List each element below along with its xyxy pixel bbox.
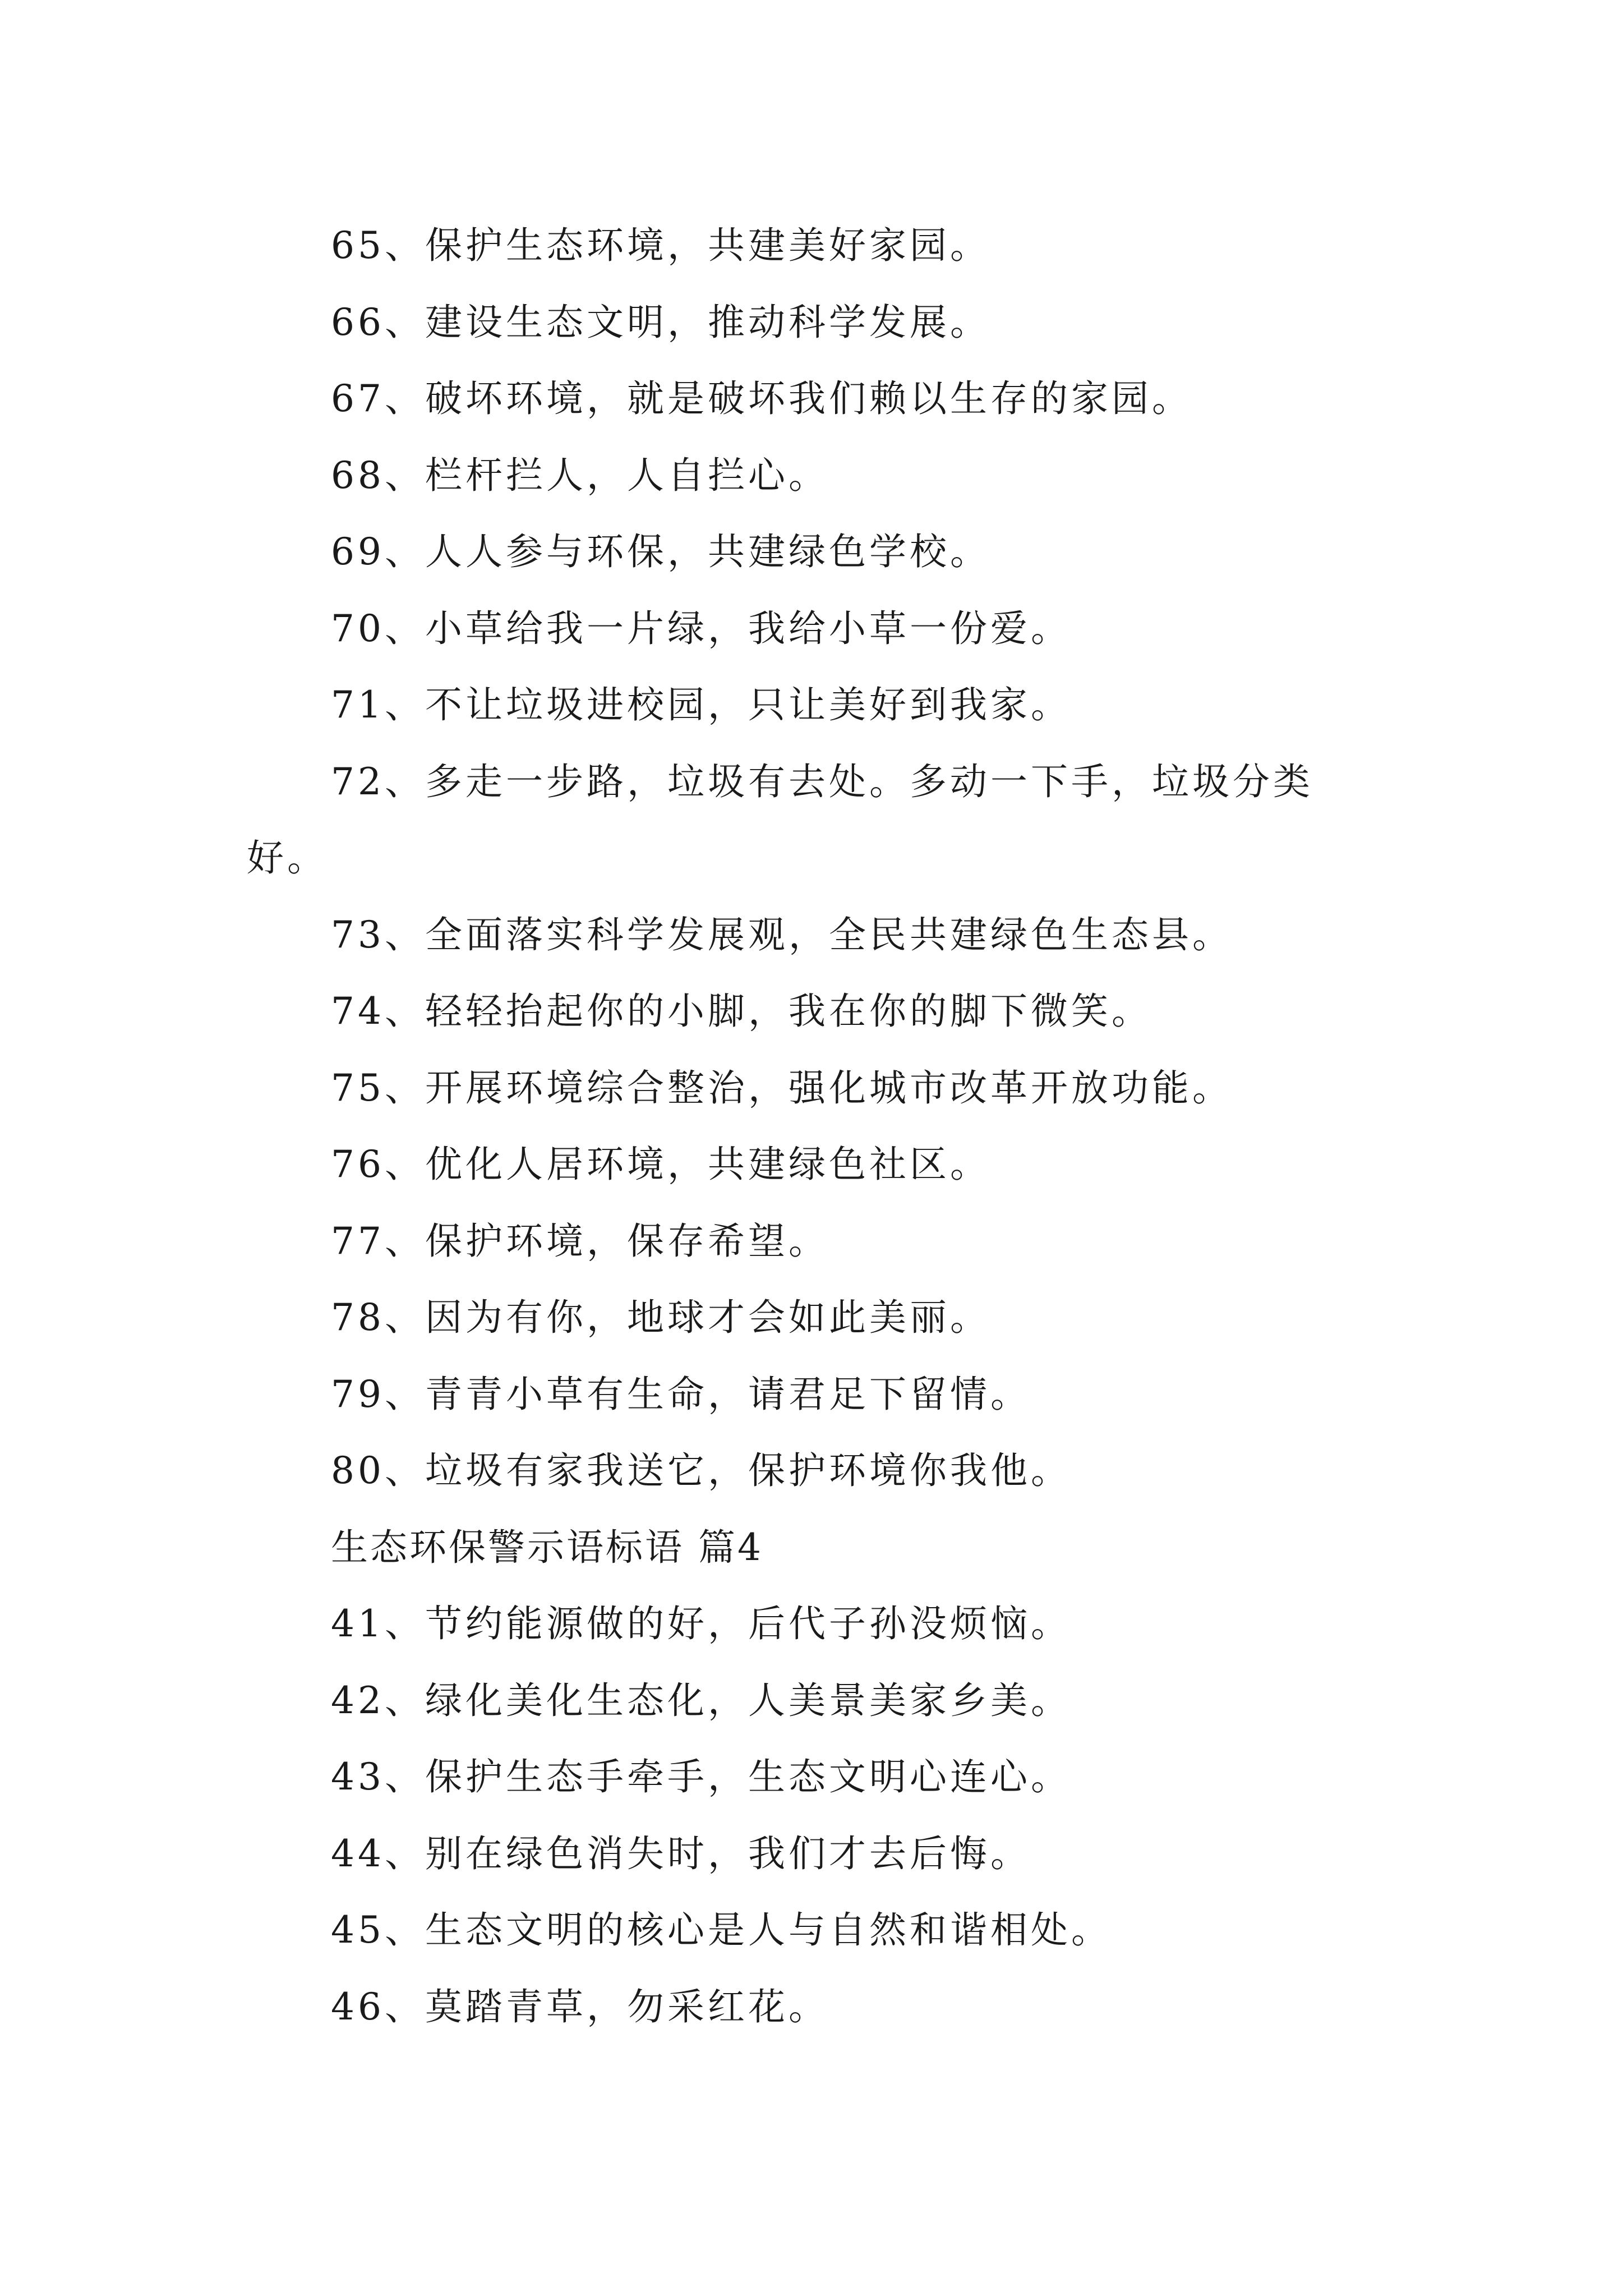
slogan-line-65: 65、保护生态环境，共建美好家园。	[331, 224, 990, 267]
slogan-line-66: 66、建设生态文明，推动科学发展。	[331, 300, 990, 344]
slogan-line-78: 78、因为有你，地球才会如此美丽。	[331, 1296, 990, 1339]
slogan-line-41: 41、节约能源做的好，后代子孙没烦恼。	[331, 1602, 1071, 1645]
slogan-line-72-continuation: 好。	[247, 836, 328, 880]
slogan-line-74: 74、轻轻抬起你的小脚，我在你的脚下微笑。	[331, 990, 1152, 1033]
slogan-line-71: 71、不让垃圾进校园，只让美好到我家。	[331, 683, 1071, 726]
slogan-line-46: 46、莫踏青草，勿采红花。	[331, 1985, 829, 2028]
slogan-line-75: 75、开展环境综合整治，强化城市改革开放功能。	[331, 1066, 1233, 1110]
slogan-line-42: 42、绿化美化生态化，人美景美家乡美。	[331, 1678, 1071, 1722]
slogan-line-70: 70、小草给我一片绿，我给小草一份爱。	[331, 606, 1071, 650]
slogan-line-80: 80、垃圾有家我送它，保护环境你我他。	[331, 1449, 1071, 1492]
slogan-line-69: 69、人人参与环保，共建绿色学校。	[331, 530, 990, 573]
slogan-line-77: 77、保护环境，保存希望。	[331, 1219, 829, 1263]
slogan-line-68: 68、栏杆拦人，人自拦心。	[331, 453, 829, 497]
slogan-line-73: 73、全面落实科学发展观，全民共建绿色生态县。	[331, 913, 1233, 956]
section-heading: 生态环保警示语标语 篇4	[331, 1525, 763, 1569]
slogan-line-76: 76、优化人居环境，共建绿色社区。	[331, 1143, 990, 1186]
slogan-line-67: 67、破坏环境，就是破坏我们赖以生存的家园。	[331, 377, 1192, 420]
slogan-line-79: 79、青青小草有生命，请君足下留情。	[331, 1372, 1031, 1416]
slogan-line-44: 44、别在绿色消失时，我们才去后悔。	[331, 1832, 1031, 1875]
slogan-line-45: 45、生态文明的核心是人与自然和谐相处。	[331, 1908, 1112, 1952]
document-body	[247, 208, 1396, 2045]
slogan-line-72: 72、多走一步路，垃圾有去处。多动一下手，垃圾分类	[331, 760, 1313, 803]
slogan-line-43: 43、保护生态手牵手，生态文明心连心。	[331, 1755, 1071, 1798]
